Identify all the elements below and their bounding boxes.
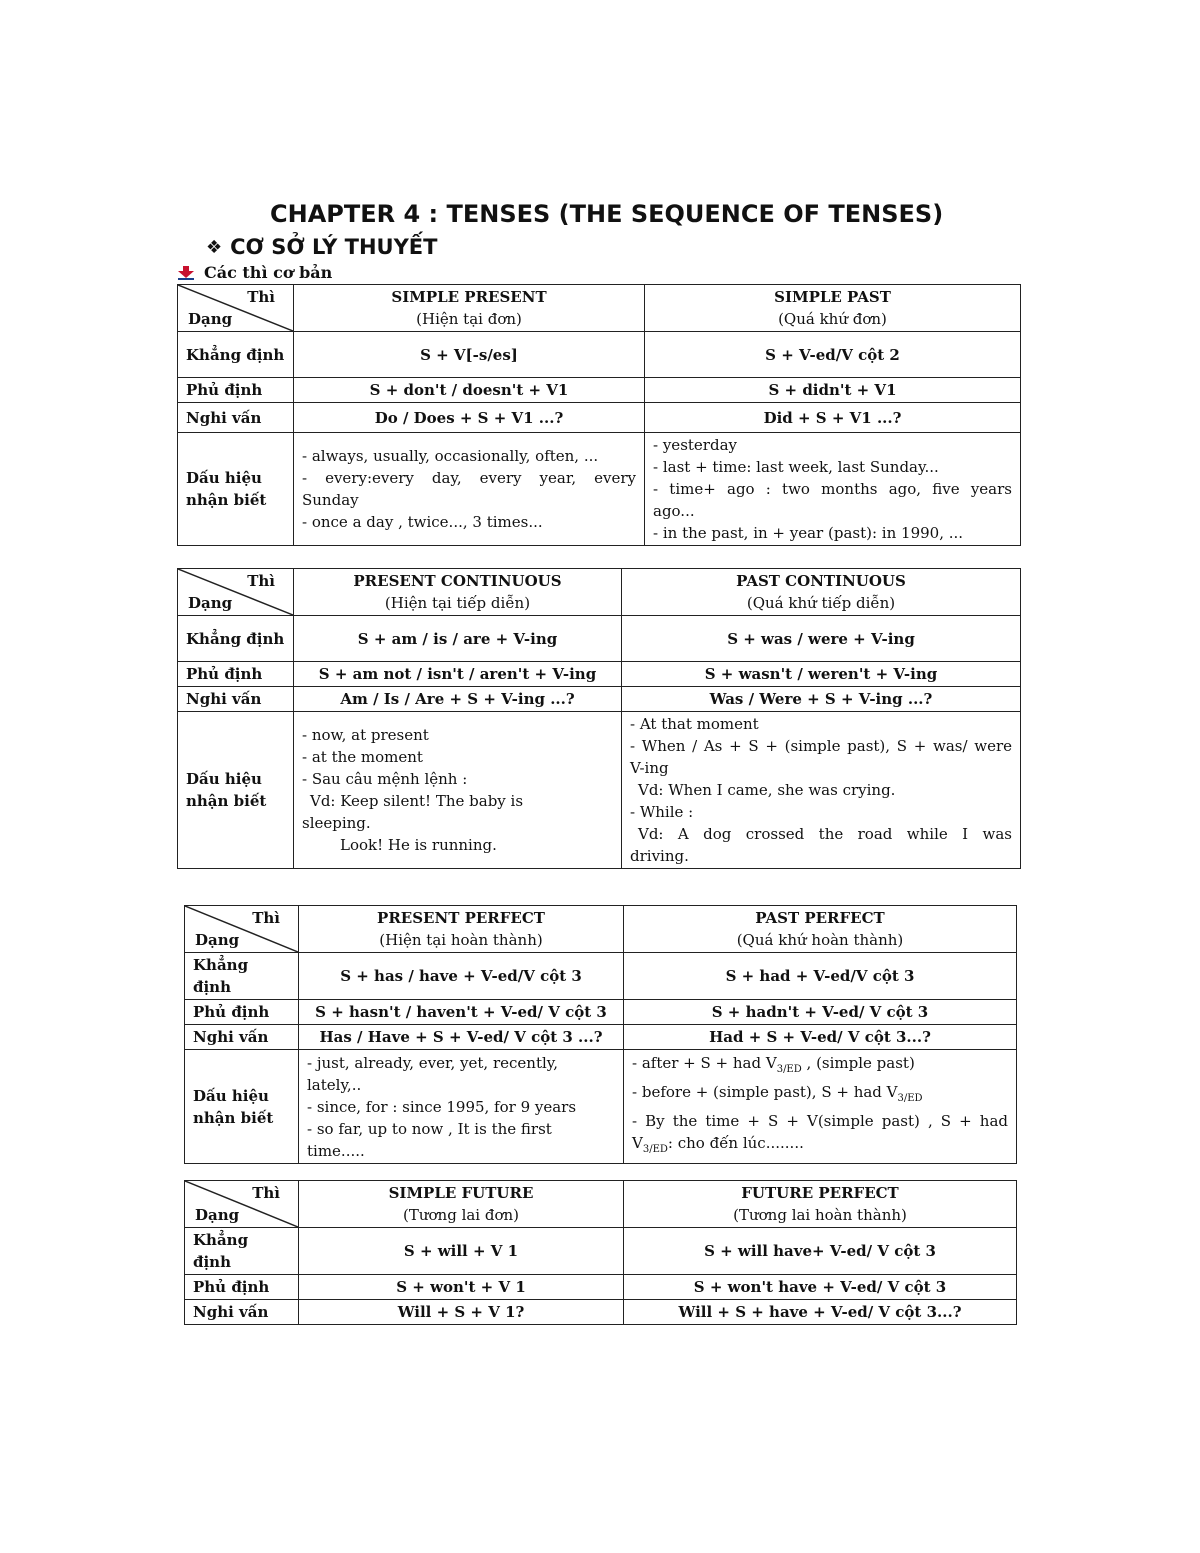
sign-line: driving.: [630, 847, 689, 865]
sign-line: Look! He is running.: [340, 836, 497, 854]
affirmative-form: S + was / were + V-ing: [622, 616, 1021, 662]
question-form: Do / Does + S + V1 ...?: [294, 403, 645, 433]
tense-header-left: [294, 569, 622, 616]
sign-line: - By the time + S + V(simple past) , S + had: [632, 1112, 1008, 1130]
corner-header: [178, 285, 294, 332]
sign-line: - so far, up to now , It is the first: [307, 1119, 552, 1138]
tense-header-left: [294, 285, 645, 332]
section-heading-text: CƠ SỞ LÝ THUYẾT: [230, 235, 438, 259]
affirmative-form: S + will have+ V-ed/ V cột 3: [624, 1228, 1017, 1275]
question-form: Will + S + have + V-ed/ V cột 3...?: [624, 1300, 1017, 1325]
corner-header: [178, 569, 294, 616]
row-label-signs: Dấu hiệu nhận biết: [178, 433, 294, 546]
sign-line: - Sau câu mệnh lệnh :: [302, 770, 468, 788]
tense-name: SIMPLE PRESENT: [391, 288, 547, 306]
sign-line: - last + time: last week, last Sunday...: [653, 458, 939, 476]
row-label-question: Nghi vấn: [178, 687, 294, 712]
row-label-negative: Phủ định: [178, 662, 294, 687]
sign-line: - When / As + S + (simple past), S + was/ were: [630, 737, 1012, 755]
sign-line: Vd: A dog crossed the road while I was: [638, 825, 1012, 843]
row-label-signs: Dấu hiệu nhận biết: [178, 712, 294, 869]
sign-line: - yesterday: [653, 436, 737, 454]
corner-dang: Dạng: [195, 1206, 240, 1224]
tense-name: PRESENT PERFECT: [377, 909, 545, 927]
sign-line: $V_{3/ED}$: cho đến lúc........: [632, 1134, 804, 1155]
tense-name-vn: (Quá khứ đơn): [778, 310, 887, 328]
tense-name-vn: (Hiện tại hoàn thành): [379, 931, 543, 949]
row-label-affirmative: Khẳng định: [185, 953, 299, 1000]
row-label-question: Nghi vấn: [185, 1025, 299, 1050]
sign-line: - once a day , twice..., 3 times...: [302, 513, 543, 531]
sign-line: Vd: Keep silent! The baby is: [310, 792, 524, 810]
sign-line: - At that moment: [630, 715, 759, 733]
tense-name-vn: (Quá khứ tiếp diễn): [746, 594, 896, 612]
negative-form: S + hasn't / haven't + V-ed/ V cột 3: [299, 1000, 624, 1025]
tense-table-simple: [177, 284, 1021, 546]
affirmative-form: S + V[-s/es]: [294, 332, 645, 378]
sign-line: V-ing: [630, 759, 669, 777]
subsection-label-text: Các thì cơ bản: [204, 263, 333, 282]
sign-line: time.....: [307, 1141, 365, 1160]
sign-line: - at the moment: [302, 748, 423, 766]
row-label-affirmative: Khẳng định: [178, 616, 294, 662]
sign-line: - every:every day, every year, every: [302, 469, 636, 487]
row-label-affirmative: Khẳng định: [178, 332, 294, 378]
negative-form: S + won't have + V-ed/ V cột 3: [624, 1275, 1017, 1300]
sign-line: - just, already, ever, yet, recently,: [307, 1053, 559, 1072]
corner-thi: Thì: [252, 1184, 280, 1202]
affirmative-form: S + am / is / are + V-ing: [294, 616, 622, 662]
tense-name-vn: (Hiện tại tiếp diễn): [384, 594, 531, 612]
question-form: Will + S + V 1?: [299, 1300, 624, 1325]
row-label-signs: Dấu hiệu nhận biết: [185, 1050, 299, 1164]
tense-name: FUTURE PERFECT: [741, 1184, 899, 1202]
question-form: Had + S + V-ed/ V cột 3...?: [624, 1025, 1017, 1050]
corner-dang: Dạng: [195, 931, 240, 949]
negative-form: S + wasn't / weren't + V-ing: [622, 662, 1021, 687]
question-form: Am / Is / Are + S + V-ing ...?: [294, 687, 622, 712]
question-form: Did + S + V1 ...?: [645, 403, 1021, 433]
question-form: Has / Have + S + V-ed/ V cột 3 ...?: [299, 1025, 624, 1050]
tense-table-future: [184, 1180, 1017, 1325]
sign-line: - before + (simple past), S + had $V_{3/ED}$: [632, 1083, 923, 1104]
tense-table-continuous: [177, 568, 1021, 869]
corner-header: [185, 906, 299, 953]
tense-header-right: [622, 569, 1021, 616]
tense-name-vn: (Tương lai đơn): [402, 1206, 520, 1224]
tense-name: PRESENT CONTINUOUS: [353, 572, 562, 590]
sign-line: - While :: [630, 803, 694, 821]
sign-line: Vd: When I came, she was crying.: [638, 781, 896, 799]
question-form: Was / Were + S + V-ing ...?: [622, 687, 1021, 712]
corner-thi: Thì: [252, 909, 280, 927]
sign-line: - since, for : since 1995, for 9 years: [307, 1097, 577, 1116]
subsection-label: [178, 263, 332, 282]
negative-form: S + didn't + V1: [645, 378, 1021, 403]
signs-list: [294, 712, 622, 869]
corner-thi: Thì: [247, 288, 275, 306]
tense-name: PAST PERFECT: [755, 909, 885, 927]
tense-header-left: [299, 906, 624, 953]
row-label-negative: Phủ định: [178, 378, 294, 403]
diamond-bullet-icon: ❖: [206, 236, 223, 258]
tense-name-vn: (Quá khứ hoàn thành): [736, 931, 904, 949]
tense-name: SIMPLE FUTURE: [388, 1184, 534, 1202]
tense-header-right: [645, 285, 1021, 332]
tense-name: SIMPLE PAST: [774, 288, 891, 306]
affirmative-form: S + will + V 1: [299, 1228, 624, 1275]
row-label-negative: Phủ định: [185, 1000, 299, 1025]
signs-list: [299, 1050, 624, 1164]
negative-form: S + won't + V 1: [299, 1275, 624, 1300]
tense-header-left: [299, 1181, 624, 1228]
negative-form: S + hadn't + V-ed/ V cột 3: [624, 1000, 1017, 1025]
corner-thi: Thì: [247, 572, 275, 590]
corner-dang: Dạng: [188, 310, 233, 328]
down-arrow-icon: [178, 266, 194, 280]
tense-table-perfect: [184, 905, 1017, 1164]
signs-list: [622, 712, 1021, 869]
page-title: CHAPTER 4 : TENSES (THE SEQUENCE OF TENSES): [270, 200, 944, 228]
affirmative-form: S + had + V-ed/V cột 3: [624, 953, 1017, 1000]
negative-form: S + don't / doesn't + V1: [294, 378, 645, 403]
sign-line: ago...: [653, 502, 695, 520]
sign-line: - now, at present: [302, 726, 429, 744]
sign-line: Sunday: [302, 491, 359, 509]
row-label-question: Nghi vấn: [178, 403, 294, 433]
affirmative-form: S + has / have + V-ed/V cột 3: [299, 953, 624, 1000]
affirmative-form: S + V-ed/V cột 2: [645, 332, 1021, 378]
sign-line: - time+ ago : two months ago, five years: [653, 480, 1012, 498]
tense-name: PAST CONTINUOUS: [736, 572, 906, 590]
signs-list: [294, 433, 645, 546]
signs-list: [624, 1050, 1017, 1164]
tense-header-right: [624, 1181, 1017, 1228]
section-heading: [206, 235, 437, 259]
row-label-question: Nghi vấn: [185, 1300, 299, 1325]
corner-header: [185, 1181, 299, 1228]
sign-line: - always, usually, occasionally, often, ...: [302, 447, 599, 465]
negative-form: S + am not / isn't / aren't + V-ing: [294, 662, 622, 687]
signs-list: [645, 433, 1021, 546]
tense-name-vn: (Tương lai hoàn thành): [733, 1206, 907, 1224]
sign-line: - after + S + had $V_{3/ED}$ , (simple past): [632, 1054, 915, 1075]
tense-name-vn: (Hiện tại đơn): [416, 310, 522, 328]
sign-line: lately,..: [307, 1075, 362, 1094]
corner-dang: Dạng: [188, 594, 233, 612]
row-label-negative: Phủ định: [185, 1275, 299, 1300]
tense-header-right: [624, 906, 1017, 953]
sign-line: - in the past, in + year (past): in 1990, ...: [653, 524, 964, 542]
row-label-affirmative: Khẳng định: [185, 1228, 299, 1275]
sign-line: sleeping.: [302, 814, 371, 832]
